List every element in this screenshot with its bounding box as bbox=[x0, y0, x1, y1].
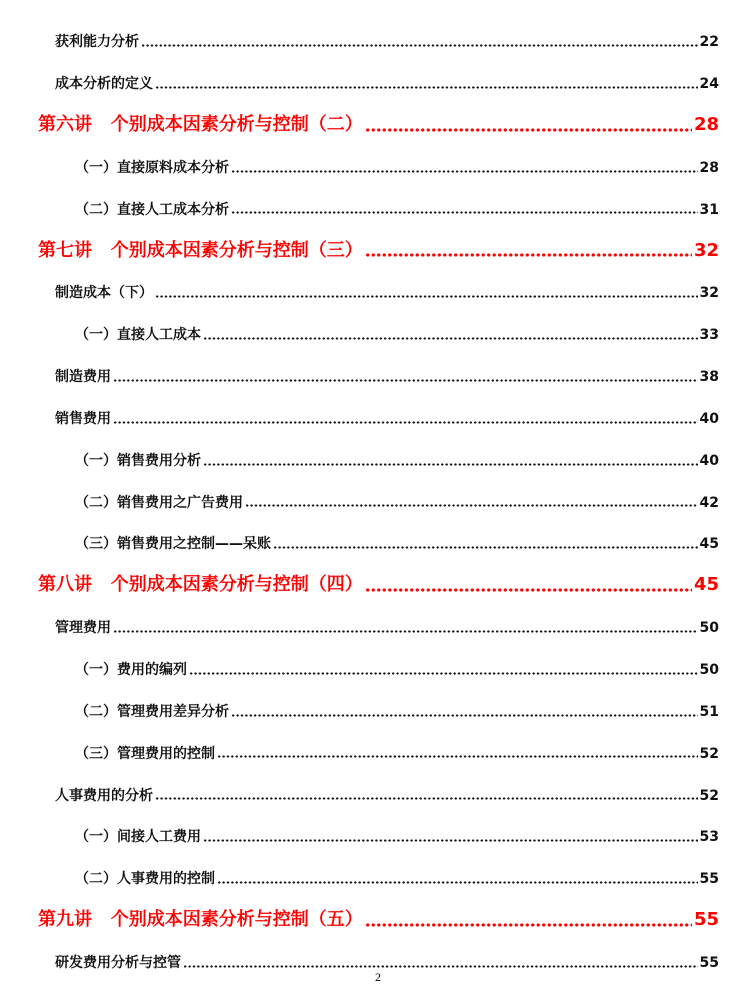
toc-entry-page: 52 bbox=[699, 787, 719, 804]
toc-chapter-entry[interactable] bbox=[0, 903, 719, 931]
dot-leader bbox=[113, 379, 698, 382]
toc-entry[interactable] bbox=[0, 69, 719, 93]
toc-entry[interactable] bbox=[0, 822, 719, 846]
toc-entry[interactable] bbox=[0, 864, 719, 888]
toc-entry-page: 51 bbox=[699, 703, 719, 720]
toc-entry-page: 33 bbox=[699, 327, 719, 344]
toc-entry-page: 52 bbox=[699, 745, 719, 762]
dot-leader bbox=[203, 463, 698, 466]
dot-leader bbox=[183, 965, 698, 968]
toc-entry-title: 人事费用的分析 bbox=[55, 787, 153, 804]
dot-leader bbox=[231, 211, 698, 214]
toc-entry-title: （一）直接原料成本分析 bbox=[75, 159, 229, 176]
toc-entry-title: （一）销售费用分析 bbox=[75, 452, 201, 469]
toc-entry[interactable] bbox=[0, 194, 719, 218]
dot-leader bbox=[231, 170, 698, 173]
toc-entry[interactable] bbox=[0, 446, 719, 470]
toc-chapter-entry[interactable] bbox=[0, 108, 719, 136]
dot-leader bbox=[365, 253, 692, 257]
toc-entry-title: （一）费用的编列 bbox=[75, 661, 187, 678]
toc-entry[interactable] bbox=[0, 780, 719, 804]
toc-entry-page: 22 bbox=[699, 34, 719, 51]
toc-entry-title: （三）管理费用的控制 bbox=[75, 745, 215, 762]
dot-leader bbox=[365, 923, 692, 927]
toc-entry-title: 成本分析的定义 bbox=[55, 76, 153, 93]
toc-entry-title: （三）销售费用之控制——呆账 bbox=[75, 536, 271, 553]
toc-entry-page: 31 bbox=[699, 201, 719, 218]
dot-leader bbox=[217, 755, 698, 758]
toc-entry[interactable] bbox=[0, 655, 719, 679]
toc-chapter-entry[interactable] bbox=[0, 233, 719, 261]
toc-entry-page: 40 bbox=[699, 410, 719, 427]
toc-entry[interactable] bbox=[0, 153, 719, 177]
toc-entry[interactable] bbox=[0, 487, 719, 511]
toc-entry-page: 55 bbox=[693, 909, 719, 931]
dot-leader bbox=[113, 630, 698, 633]
toc-entry[interactable] bbox=[0, 613, 719, 637]
dot-leader bbox=[203, 337, 698, 340]
toc-entry[interactable] bbox=[0, 27, 719, 51]
toc-entry-page: 45 bbox=[693, 574, 719, 596]
toc-entry-page: 42 bbox=[699, 494, 719, 511]
toc-entry-title: 研发费用分析与控管 bbox=[55, 954, 181, 971]
toc-entry[interactable] bbox=[0, 362, 719, 386]
toc-entry-page: 50 bbox=[699, 661, 719, 678]
toc-entry-title: 销售费用 bbox=[55, 410, 111, 427]
toc-entry[interactable] bbox=[0, 948, 719, 972]
toc-entry-page: 24 bbox=[699, 76, 719, 93]
toc-entry-page: 50 bbox=[699, 620, 719, 637]
toc-entry-title: 制造成本（下） bbox=[55, 285, 153, 302]
toc-entry-title: 管理费用 bbox=[55, 620, 111, 637]
dot-leader bbox=[245, 504, 698, 507]
dot-leader bbox=[273, 546, 698, 549]
dot-leader bbox=[365, 588, 692, 592]
toc-entry-page: 53 bbox=[699, 829, 719, 846]
toc-entry-page: 55 bbox=[699, 871, 719, 888]
toc-entry-title: （二）销售费用之广告费用 bbox=[75, 494, 243, 511]
toc-entry-page: 38 bbox=[699, 369, 719, 385]
toc-entry-page: 28 bbox=[699, 159, 719, 176]
toc-entry-title: 第八讲 个别成本因素分析与控制（四） bbox=[38, 574, 363, 596]
toc-entry-title: 第六讲 个别成本因素分析与控制（二） bbox=[38, 114, 363, 136]
toc-entry[interactable] bbox=[0, 529, 719, 553]
toc-entry[interactable] bbox=[0, 404, 719, 428]
toc-entry[interactable] bbox=[0, 738, 719, 762]
dot-leader bbox=[155, 86, 698, 89]
toc-chapter-entry[interactable] bbox=[0, 568, 719, 596]
toc-entry-title: 制造费用 bbox=[55, 369, 111, 385]
page-number: 2 bbox=[375, 970, 381, 984]
toc-entry[interactable] bbox=[0, 320, 719, 344]
toc-entry-title: （二）管理费用差异分析 bbox=[75, 703, 229, 720]
toc-entry-page: 40 bbox=[699, 452, 719, 469]
dot-leader bbox=[365, 128, 692, 132]
toc-entry-page: 32 bbox=[693, 239, 719, 261]
dot-leader bbox=[189, 672, 698, 675]
toc-entry-title: （二）直接人工成本分析 bbox=[75, 201, 229, 218]
toc-entry-page: 32 bbox=[699, 285, 719, 302]
toc-entry[interactable] bbox=[0, 278, 719, 302]
dot-leader bbox=[231, 714, 698, 717]
toc-entry-title: 获利能力分析 bbox=[55, 34, 139, 51]
toc-entry[interactable] bbox=[0, 697, 719, 721]
dot-leader bbox=[141, 44, 698, 47]
toc-entry-title: （一）直接人工成本 bbox=[75, 327, 201, 344]
toc-entry-title: （一）间接人工费用 bbox=[75, 829, 201, 846]
toc-entry-page: 28 bbox=[693, 114, 719, 136]
dot-leader bbox=[155, 797, 698, 800]
dot-leader bbox=[113, 421, 698, 424]
toc-entry-page: 55 bbox=[699, 954, 719, 971]
toc-entry-page: 45 bbox=[699, 536, 719, 553]
toc-entry-title: 第九讲 个别成本因素分析与控制（五） bbox=[38, 909, 363, 931]
dot-leader bbox=[217, 881, 698, 884]
toc-entry-title: 第七讲 个别成本因素分析与控制（三） bbox=[38, 239, 363, 261]
dot-leader bbox=[155, 295, 698, 298]
dot-leader bbox=[203, 839, 698, 842]
toc-entry-title: （二）人事费用的控制 bbox=[75, 871, 215, 888]
